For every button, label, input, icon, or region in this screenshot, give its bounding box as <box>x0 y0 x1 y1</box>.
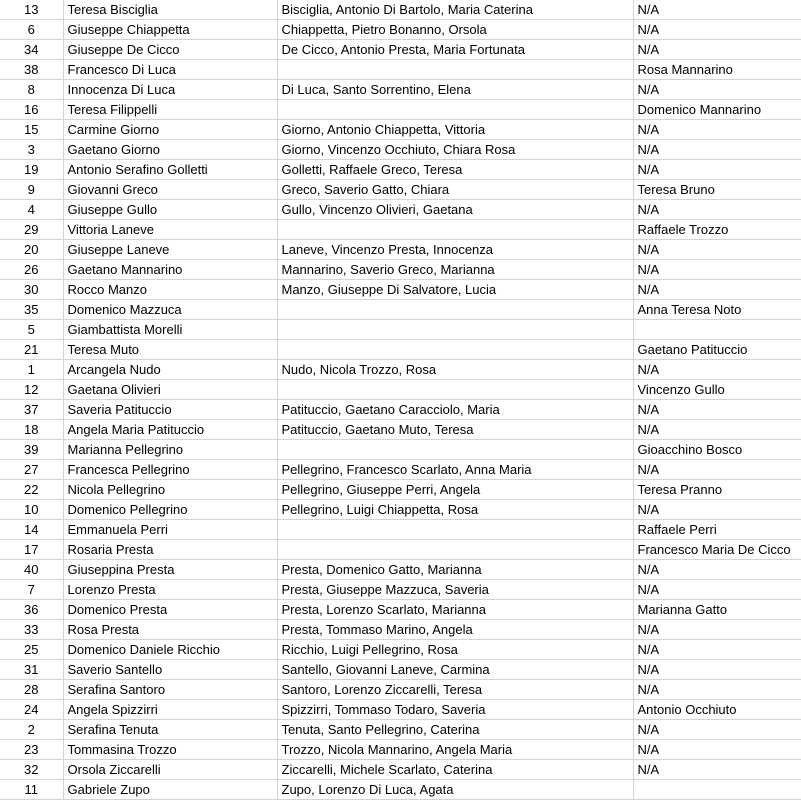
name-cell[interactable]: Giuseppe Gullo <box>63 200 277 220</box>
spouse-cell[interactable]: Vincenzo Gullo <box>633 380 801 400</box>
table-row <box>0 140 801 160</box>
row-number-cell[interactable]: 20 <box>0 240 63 260</box>
table-row <box>0 620 801 640</box>
row-number-cell[interactable]: 30 <box>0 280 63 300</box>
parents-cell[interactable] <box>277 100 633 120</box>
parents-cell[interactable]: Mannarino, Saverio Greco, Marianna <box>277 260 633 280</box>
name-cell[interactable]: Tommasina Trozzo <box>63 740 277 760</box>
parents-cell[interactable]: Di Luca, Santo Sorrentino, Elena <box>277 80 633 100</box>
parents-cell[interactable]: Nudo, Nicola Trozzo, Rosa <box>277 360 633 380</box>
parents-cell[interactable]: Bisciglia, Antonio Di Bartolo, Maria Caterina <box>277 0 633 20</box>
name-cell[interactable]: Lorenzo Presta <box>63 580 277 600</box>
spouse-cell[interactable]: N/A <box>633 240 801 260</box>
name-cell[interactable]: Teresa Bisciglia <box>63 0 277 20</box>
name-cell[interactable]: Rocco Manzo <box>63 280 277 300</box>
table-row <box>0 60 801 80</box>
parents-cell[interactable] <box>277 300 633 320</box>
row-number-cell[interactable]: 6 <box>0 20 63 40</box>
spouse-cell[interactable]: Gioacchino Bosco <box>633 440 801 460</box>
spouse-cell[interactable]: N/A <box>633 360 801 380</box>
spouse-cell[interactable]: Rosa Mannarino <box>633 60 801 80</box>
spouse-cell[interactable]: Francesco Maria De Cicco <box>633 540 801 560</box>
table-row <box>0 320 801 340</box>
table-row <box>0 420 801 440</box>
row-number-cell[interactable]: 21 <box>0 340 63 360</box>
row-number-cell[interactable]: 23 <box>0 740 63 760</box>
name-cell[interactable]: Angela Maria Patituccio <box>63 420 277 440</box>
parents-cell[interactable]: De Cicco, Antonio Presta, Maria Fortunata <box>277 40 633 60</box>
table-row <box>0 220 801 240</box>
spouse-cell[interactable]: N/A <box>633 280 801 300</box>
row-number-cell[interactable]: 16 <box>0 100 63 120</box>
row-number-cell[interactable]: 5 <box>0 320 63 340</box>
table-row <box>0 300 801 320</box>
parents-cell[interactable] <box>277 60 633 80</box>
parents-cell[interactable]: Patituccio, Gaetano Muto, Teresa <box>277 420 633 440</box>
spouse-cell[interactable]: Gaetano Patituccio <box>633 340 801 360</box>
parents-cell[interactable]: Spizzirri, Tommaso Todaro, Saveria <box>277 700 633 720</box>
row-number-cell[interactable]: 18 <box>0 420 63 440</box>
table-row <box>0 20 801 40</box>
parents-cell[interactable]: Gullo, Vincenzo Olivieri, Gaetana <box>277 200 633 220</box>
name-cell[interactable]: Domenico Mazzuca <box>63 300 277 320</box>
name-cell[interactable]: Vittoria Laneve <box>63 220 277 240</box>
spouse-cell[interactable]: N/A <box>633 620 801 640</box>
spouse-cell[interactable]: N/A <box>633 740 801 760</box>
parents-cell[interactable]: Presta, Giuseppe Mazzuca, Saveria <box>277 580 633 600</box>
row-number-cell[interactable]: 35 <box>0 300 63 320</box>
table-row <box>0 700 801 720</box>
name-cell[interactable]: Giovanni Greco <box>63 180 277 200</box>
table-row <box>0 240 801 260</box>
parents-cell[interactable]: Pellegrino, Francesco Scarlato, Anna Maria <box>277 460 633 480</box>
row-number-cell[interactable]: 26 <box>0 260 63 280</box>
row-number-cell[interactable]: 28 <box>0 680 63 700</box>
spouse-cell[interactable] <box>633 780 801 800</box>
row-number-cell[interactable]: 4 <box>0 200 63 220</box>
spouse-cell[interactable]: Domenico Mannarino <box>633 100 801 120</box>
spouse-cell[interactable]: Marianna Gatto <box>633 600 801 620</box>
parents-cell[interactable]: Trozzo, Nicola Mannarino, Angela Maria <box>277 740 633 760</box>
row-number-cell[interactable]: 3 <box>0 140 63 160</box>
name-cell[interactable]: Rosaria Presta <box>63 540 277 560</box>
spouse-cell[interactable]: Teresa Pranno <box>633 480 801 500</box>
spouse-cell[interactable]: N/A <box>633 760 801 780</box>
table-row <box>0 780 801 800</box>
spouse-cell[interactable]: Teresa Bruno <box>633 180 801 200</box>
table-row <box>0 400 801 420</box>
name-cell[interactable]: Teresa Muto <box>63 340 277 360</box>
name-cell[interactable]: Marianna Pellegrino <box>63 440 277 460</box>
row-number-cell[interactable]: 9 <box>0 180 63 200</box>
row-number-cell[interactable]: 2 <box>0 720 63 740</box>
name-cell[interactable]: Serafina Santoro <box>63 680 277 700</box>
row-number-cell[interactable]: 39 <box>0 440 63 460</box>
row-number-cell[interactable]: 31 <box>0 660 63 680</box>
spouse-cell[interactable]: N/A <box>633 460 801 480</box>
spouse-cell[interactable]: N/A <box>633 160 801 180</box>
spouse-cell[interactable]: Raffaele Trozzo <box>633 220 801 240</box>
name-cell[interactable]: Giuseppe Chiappetta <box>63 20 277 40</box>
parents-cell[interactable] <box>277 380 633 400</box>
name-cell[interactable]: Orsola Ziccarelli <box>63 760 277 780</box>
table-row <box>0 120 801 140</box>
row-number-cell[interactable]: 32 <box>0 760 63 780</box>
parents-cell[interactable]: Santoro, Lorenzo Ziccarelli, Teresa <box>277 680 633 700</box>
row-number-cell[interactable]: 17 <box>0 540 63 560</box>
name-cell[interactable]: Giuseppina Presta <box>63 560 277 580</box>
row-number-cell[interactable]: 36 <box>0 600 63 620</box>
table-row <box>0 560 801 580</box>
name-cell[interactable]: Angela Spizzirri <box>63 700 277 720</box>
spouse-cell[interactable]: N/A <box>633 20 801 40</box>
spouse-cell[interactable]: Antonio Occhiuto <box>633 700 801 720</box>
parents-cell[interactable]: Zupo, Lorenzo Di Luca, Agata <box>277 780 633 800</box>
table-row <box>0 340 801 360</box>
row-number-cell[interactable]: 10 <box>0 500 63 520</box>
table-row <box>0 540 801 560</box>
parents-cell[interactable]: Ricchio, Luigi Pellegrino, Rosa <box>277 640 633 660</box>
row-number-cell[interactable]: 13 <box>0 0 63 20</box>
parents-cell[interactable]: Pellegrino, Giuseppe Perri, Angela <box>277 480 633 500</box>
parents-cell[interactable]: Chiappetta, Pietro Bonanno, Orsola <box>277 20 633 40</box>
parents-cell[interactable] <box>277 540 633 560</box>
spouse-cell[interactable]: N/A <box>633 140 801 160</box>
spouse-cell[interactable]: N/A <box>633 200 801 220</box>
table-row <box>0 200 801 220</box>
name-cell[interactable]: Rosa Presta <box>63 620 277 640</box>
row-number-cell[interactable]: 24 <box>0 700 63 720</box>
name-cell[interactable]: Saveria Patituccio <box>63 400 277 420</box>
row-number-cell[interactable]: 33 <box>0 620 63 640</box>
name-cell[interactable]: Domenico Daniele Ricchio <box>63 640 277 660</box>
name-cell[interactable]: Saverio Santello <box>63 660 277 680</box>
name-cell[interactable]: Domenico Pellegrino <box>63 500 277 520</box>
table-row <box>0 0 801 20</box>
name-cell[interactable]: Antonio Serafino Golletti <box>63 160 277 180</box>
row-number-cell[interactable]: 37 <box>0 400 63 420</box>
row-number-cell[interactable]: 29 <box>0 220 63 240</box>
name-cell[interactable]: Gaetano Giorno <box>63 140 277 160</box>
spouse-cell[interactable]: Raffaele Perri <box>633 520 801 540</box>
parents-cell[interactable]: Patituccio, Gaetano Caracciolo, Maria <box>277 400 633 420</box>
parents-cell[interactable]: Laneve, Vincenzo Presta, Innocenza <box>277 240 633 260</box>
spouse-cell[interactable]: N/A <box>633 720 801 740</box>
name-cell[interactable]: Carmine Giorno <box>63 120 277 140</box>
spouse-cell[interactable]: N/A <box>633 680 801 700</box>
row-number-cell[interactable]: 12 <box>0 380 63 400</box>
row-number-cell[interactable]: 27 <box>0 460 63 480</box>
table-row <box>0 360 801 380</box>
table-row <box>0 500 801 520</box>
table-row <box>0 280 801 300</box>
row-number-cell[interactable]: 7 <box>0 580 63 600</box>
name-cell[interactable]: Giuseppe De Cicco <box>63 40 277 60</box>
row-number-cell[interactable]: 34 <box>0 40 63 60</box>
spouse-cell[interactable]: N/A <box>633 420 801 440</box>
name-cell[interactable]: Teresa Filippelli <box>63 100 277 120</box>
name-cell[interactable]: Gaetano Mannarino <box>63 260 277 280</box>
name-cell[interactable]: Arcangela Nudo <box>63 360 277 380</box>
row-number-cell[interactable]: 19 <box>0 160 63 180</box>
name-cell[interactable]: Emmanuela Perri <box>63 520 277 540</box>
name-cell[interactable]: Innocenza Di Luca <box>63 80 277 100</box>
spouse-cell[interactable]: N/A <box>633 40 801 60</box>
name-cell[interactable]: Gabriele Zupo <box>63 780 277 800</box>
table-row <box>0 760 801 780</box>
row-number-cell[interactable]: 40 <box>0 560 63 580</box>
table-row <box>0 460 801 480</box>
table-row <box>0 720 801 740</box>
row-number-cell[interactable]: 15 <box>0 120 63 140</box>
parents-cell[interactable]: Golletti, Raffaele Greco, Teresa <box>277 160 633 180</box>
table-row <box>0 260 801 280</box>
spouse-cell[interactable]: N/A <box>633 660 801 680</box>
table-row <box>0 160 801 180</box>
parents-cell[interactable] <box>277 520 633 540</box>
table-row <box>0 680 801 700</box>
spouse-cell[interactable]: N/A <box>633 500 801 520</box>
parents-cell[interactable]: Pellegrino, Luigi Chiappetta, Rosa <box>277 500 633 520</box>
table-row <box>0 480 801 500</box>
name-cell[interactable]: Francesco Di Luca <box>63 60 277 80</box>
name-cell[interactable]: Domenico Presta <box>63 600 277 620</box>
parents-cell[interactable]: Greco, Saverio Gatto, Chiara <box>277 180 633 200</box>
parents-cell[interactable]: Manzo, Giuseppe Di Salvatore, Lucia <box>277 280 633 300</box>
parents-cell[interactable]: Ziccarelli, Michele Scarlato, Caterina <box>277 760 633 780</box>
name-cell[interactable]: Giuseppe Laneve <box>63 240 277 260</box>
table-row <box>0 660 801 680</box>
name-cell[interactable]: Giambattista Morelli <box>63 320 277 340</box>
name-cell[interactable]: Francesca Pellegrino <box>63 460 277 480</box>
name-cell[interactable]: Nicola Pellegrino <box>63 480 277 500</box>
spouse-cell[interactable]: N/A <box>633 580 801 600</box>
spouse-cell[interactable]: N/A <box>633 260 801 280</box>
table-row <box>0 600 801 620</box>
row-number-cell[interactable]: 8 <box>0 80 63 100</box>
parents-cell[interactable] <box>277 440 633 460</box>
spouse-cell[interactable]: N/A <box>633 560 801 580</box>
row-number-cell[interactable]: 1 <box>0 360 63 380</box>
table-row <box>0 580 801 600</box>
table-row <box>0 380 801 400</box>
spouse-cell[interactable]: N/A <box>633 640 801 660</box>
spouse-cell[interactable] <box>633 320 801 340</box>
name-cell[interactable]: Gaetana Olivieri <box>63 380 277 400</box>
row-number-cell[interactable]: 14 <box>0 520 63 540</box>
parents-cell[interactable]: Giorno, Antonio Chiappetta, Vittoria <box>277 120 633 140</box>
parents-cell[interactable]: Presta, Tommaso Marino, Angela <box>277 620 633 640</box>
spouse-cell[interactable]: N/A <box>633 0 801 20</box>
spouse-cell[interactable]: N/A <box>633 400 801 420</box>
table-row <box>0 100 801 120</box>
parents-cell[interactable]: Tenuta, Santo Pellegrino, Caterina <box>277 720 633 740</box>
table-row <box>0 440 801 460</box>
row-number-cell[interactable]: 38 <box>0 60 63 80</box>
spouse-cell[interactable]: N/A <box>633 80 801 100</box>
parents-cell[interactable]: Presta, Lorenzo Scarlato, Marianna <box>277 600 633 620</box>
parents-cell[interactable]: Presta, Domenico Gatto, Marianna <box>277 560 633 580</box>
parents-cell[interactable]: Santello, Giovanni Laneve, Carmina <box>277 660 633 680</box>
parents-cell[interactable] <box>277 340 633 360</box>
table-row <box>0 520 801 540</box>
table-row <box>0 640 801 660</box>
table-row <box>0 180 801 200</box>
table-row <box>0 80 801 100</box>
row-number-cell[interactable]: 11 <box>0 780 63 800</box>
table-row <box>0 40 801 60</box>
row-number-cell[interactable]: 22 <box>0 480 63 500</box>
parents-cell[interactable] <box>277 220 633 240</box>
name-cell[interactable]: Serafina Tenuta <box>63 720 277 740</box>
spouse-cell[interactable]: N/A <box>633 120 801 140</box>
parents-cell[interactable]: Giorno, Vincenzo Occhiuto, Chiara Rosa <box>277 140 633 160</box>
table-row <box>0 740 801 760</box>
spouse-cell[interactable]: Anna Teresa Noto <box>633 300 801 320</box>
row-number-cell[interactable]: 25 <box>0 640 63 660</box>
parents-cell[interactable] <box>277 320 633 340</box>
